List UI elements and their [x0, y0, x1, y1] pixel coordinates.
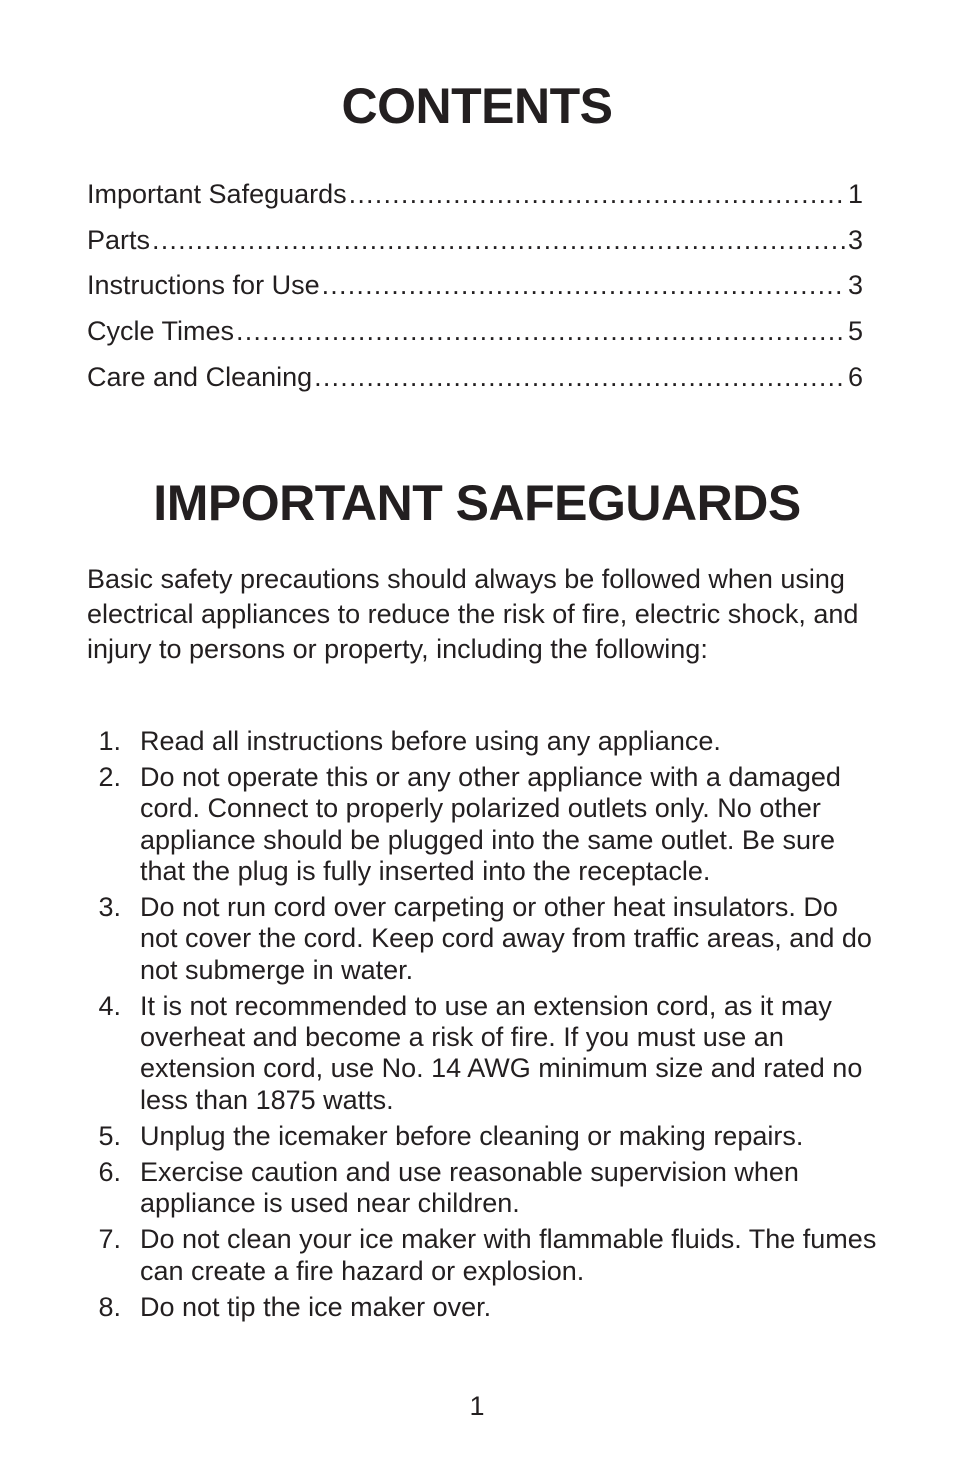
list-item-number: 7. — [98, 1224, 121, 1255]
toc-entry-important-safeguards[interactable] — [87, 172, 863, 218]
toc-entry-page: 6 — [847, 361, 863, 392]
list-item-number: 1. — [98, 726, 121, 756]
safeguards-heading: IMPORTANT SAFEGUARDS — [153, 475, 801, 531]
list-item — [87, 1157, 877, 1220]
toc-entry-label: Instructions for Use — [87, 270, 320, 301]
toc-entry-page: 5 — [847, 316, 863, 347]
toc-dot-leader — [349, 172, 845, 218]
toc-dot-leader — [322, 263, 845, 309]
list-item-text: Unplug the icemaker before cleaning or making repairs. — [140, 1120, 804, 1151]
list-item-text: Do not tip the ice maker over. — [140, 1291, 492, 1322]
toc-entry-instructions-for-use[interactable] — [87, 263, 863, 309]
list-item-text: Do not run cord over carpeting or other heat insulators. Do not cover the cord. Keep cord away from traffic areas, and do not submerge in water. — [140, 892, 872, 985]
toc-entry-page: 1 — [847, 179, 863, 209]
toc-dot-leader — [152, 218, 845, 264]
list-item — [87, 726, 877, 757]
list-item-number: 8. — [98, 1291, 121, 1322]
list-item — [87, 991, 877, 1116]
toc-dot-leader — [236, 309, 845, 355]
list-item — [87, 1292, 877, 1323]
safeguards-list — [87, 726, 877, 1328]
toc-entry-care-and-cleaning[interactable] — [87, 355, 863, 401]
toc-entry-page: 3 — [847, 224, 863, 255]
contents-heading: CONTENTS — [341, 78, 613, 134]
toc-dot-leader — [314, 355, 845, 401]
toc-entry-label: Cycle Times — [87, 316, 235, 347]
list-item-number: 3. — [98, 892, 121, 923]
toc-entry-page: 3 — [847, 270, 863, 301]
toc-entry-cycle-times[interactable] — [87, 309, 863, 355]
toc-entry-label: Important Safeguards — [87, 179, 347, 209]
page-number: 1 — [469, 1391, 485, 1421]
list-item-number: 5. — [98, 1120, 121, 1151]
list-item — [87, 1224, 877, 1287]
toc-entry-label: Care and Cleaning — [87, 361, 313, 392]
list-item — [87, 892, 877, 986]
list-item — [87, 762, 877, 887]
list-item-number: 2. — [98, 762, 121, 793]
toc-entry-parts[interactable] — [87, 218, 863, 264]
list-item-text: It is not recommended to use an extension cord, as it may overheat and become a risk of fire. If you must use an extension cord, use No. 14 AWG minimum size and rated no less than 1875 watts. — [140, 990, 863, 1115]
list-item-text: Exercise caution and use reasonable supervision when appliance is used near children. — [140, 1156, 799, 1219]
safeguards-intro: Basic safety precautions should always be followed when using electrical appliances to reduce the risk of fire, electric shock, and injury to persons or property, including the following: — [87, 564, 859, 664]
list-item-number: 6. — [98, 1156, 121, 1187]
list-item-text: Do not operate this or any other appliance with a damaged cord. Connect to properly polarized outlets only. No other appliance should be plugged into the same outlet. Be sure that the plug is fully inserted into the receptacle. — [140, 762, 841, 886]
list-item — [87, 1121, 877, 1152]
table-of-contents — [87, 172, 863, 400]
list-item-text: Do not clean your ice maker with flammable fluids. The fumes can create a fire hazard or explosion. — [140, 1224, 877, 1286]
list-item-text: Read all instructions before using any appliance. — [140, 726, 721, 756]
list-item-number: 4. — [98, 990, 121, 1021]
toc-entry-label: Parts — [87, 224, 151, 255]
